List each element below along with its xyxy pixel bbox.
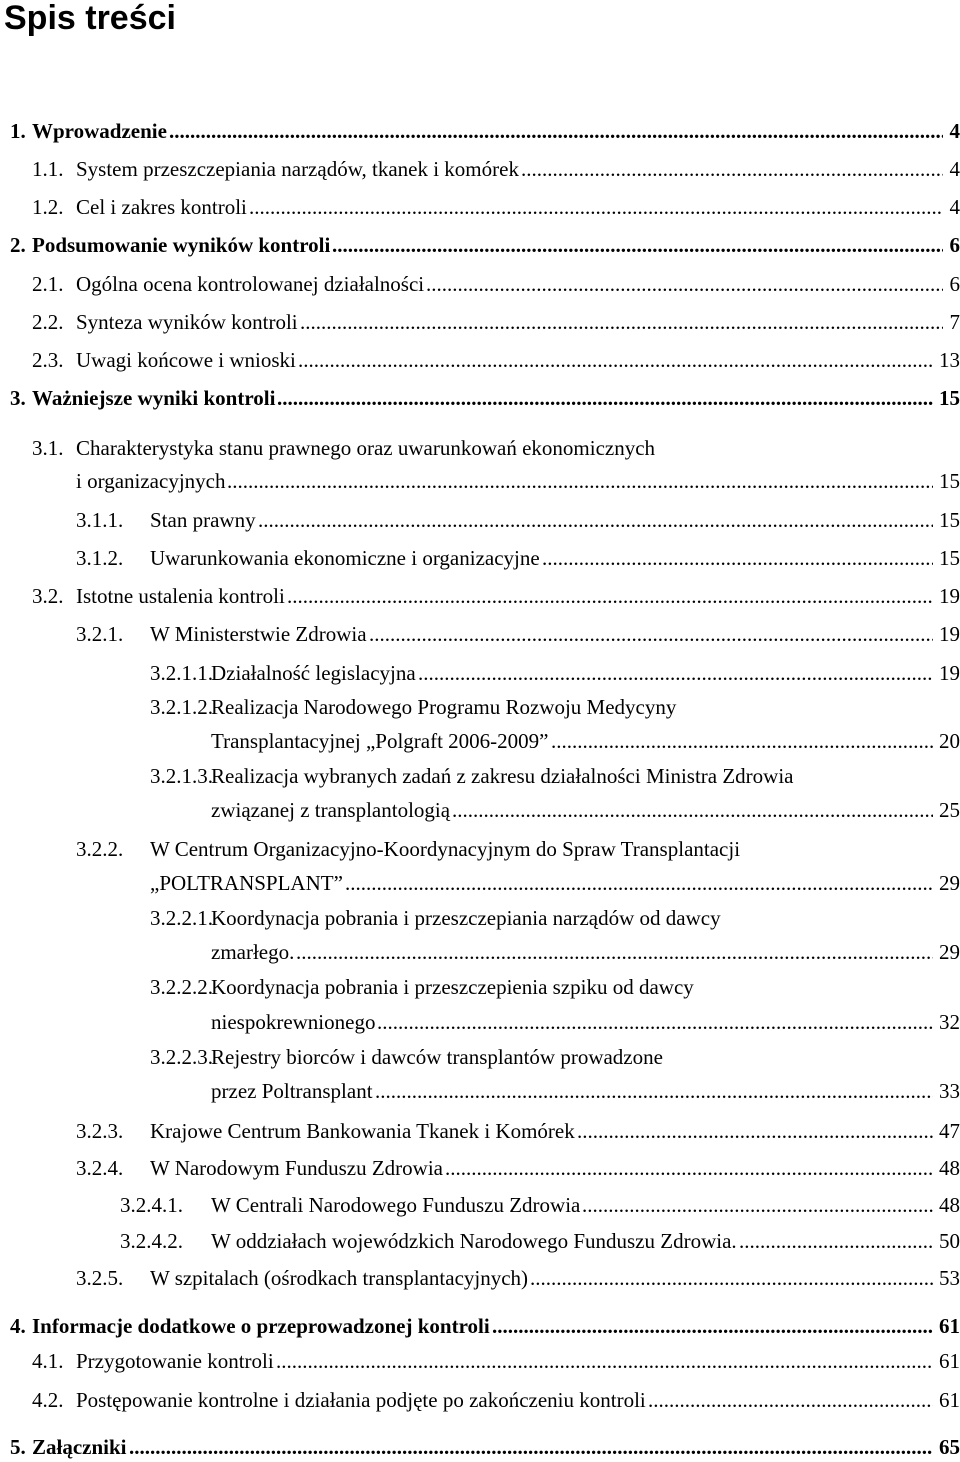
toc-entry-continuation[interactable] <box>0 937 960 967</box>
toc-entry-number: 3.2.1.2. <box>150 692 213 722</box>
toc-entry-number: 3.1.1. <box>76 505 123 535</box>
toc-entry-title: Koordynacja pobrania i przeszczepienia szpiku od dawcy <box>211 972 694 1002</box>
dot-leader <box>169 116 943 146</box>
dot-leader <box>258 505 933 535</box>
toc-page-number: 61 <box>937 1385 960 1415</box>
toc-entry-title-continuation: i organizacyjnych <box>76 466 225 496</box>
dot-leader <box>287 581 933 611</box>
toc-page-number: 15 <box>937 543 960 573</box>
toc-entry[interactable] <box>0 658 960 688</box>
toc-entry[interactable] <box>0 116 960 146</box>
dot-leader <box>445 1153 933 1183</box>
toc-entry-title-continuation: niespokrewnionego <box>211 1007 375 1037</box>
toc-entry[interactable] <box>0 192 960 222</box>
toc-entry-number: 2.1. <box>32 269 64 299</box>
toc-entry-number: 1.1. <box>32 154 64 184</box>
dot-leader <box>298 345 933 375</box>
toc-entry[interactable] <box>0 505 960 535</box>
toc-entry-number: 3.1. <box>32 433 64 463</box>
toc-entry-title: Synteza wyników kontroli <box>76 307 298 337</box>
toc-entry-title: W szpitalach (ośrodkach transplantacyjnych) <box>150 1263 528 1293</box>
toc-entry-title: Postępowanie kontrolne i działania podjęte po zakończeniu kontroli <box>76 1385 646 1415</box>
toc-entry-continuation[interactable] <box>0 1076 960 1106</box>
toc-entry-number: 3.2.1.1. <box>150 658 213 688</box>
toc-page-number: 4 <box>948 192 960 222</box>
toc-page-number: 47 <box>937 1116 960 1146</box>
toc-entry-number: 3.2.1.3. <box>150 761 213 791</box>
toc-page-number: 48 <box>937 1153 960 1183</box>
toc-entry[interactable] <box>0 269 960 299</box>
toc-page-number: 19 <box>937 619 960 649</box>
dot-leader <box>492 1311 933 1341</box>
toc-entry-title: W Centrali Narodowego Funduszu Zdrowia <box>211 1190 580 1220</box>
toc-entry-title: W Ministerstwie Zdrowia <box>150 619 367 649</box>
toc-entry-title: Ogólna ocena kontrolowanej działalności <box>76 269 424 299</box>
page-title: Spis treści <box>4 0 176 38</box>
dot-leader <box>249 192 943 222</box>
toc-entry-title-continuation: przez Poltransplant <box>211 1076 373 1106</box>
toc-entry-continuation[interactable] <box>0 868 960 898</box>
toc-entry-title: Realizacja Narodowego Programu Rozwoju Medycyny <box>211 692 676 722</box>
toc-entry-number: 4.2. <box>32 1385 64 1415</box>
toc-entry-title: Stan prawny <box>150 505 256 535</box>
toc-page-number: 25 <box>937 795 960 825</box>
toc-page-number: 13 <box>937 345 960 375</box>
toc-entry-number: 3.2.2.1. <box>150 903 213 933</box>
toc-entry-number: 3. <box>10 383 26 413</box>
toc-page-number: 15 <box>937 505 960 535</box>
toc-entry[interactable] <box>0 903 960 933</box>
toc-page-number: 15 <box>937 383 960 413</box>
toc-page-number: 61 <box>937 1346 960 1376</box>
dot-leader <box>577 1116 933 1146</box>
dot-leader <box>129 1432 933 1462</box>
toc-entry[interactable] <box>0 692 960 722</box>
toc-entry-title: Uwagi końcowe i wnioski <box>76 345 296 375</box>
toc-entry[interactable] <box>0 345 960 375</box>
toc-entry-number: 3.2.3. <box>76 1116 123 1146</box>
toc-entry-number: 2.3. <box>32 345 64 375</box>
toc-entry-number: 3.2.5. <box>76 1263 123 1293</box>
toc-entry-number: 3.1.2. <box>76 543 123 573</box>
dot-leader <box>345 868 933 898</box>
toc-entry-continuation[interactable] <box>0 726 960 756</box>
toc-entry-title-continuation: zmarłego. <box>211 937 294 967</box>
toc-entry-title-continuation: Transplantacyjnej „Polgraft 2006-2009” <box>211 726 549 756</box>
toc-entry-number: 5. <box>10 1432 26 1462</box>
toc-entry-title: Uwarunkowania ekonomiczne i organizacyjne <box>150 543 540 573</box>
toc-entry[interactable] <box>0 1311 960 1341</box>
toc-entry-number: 2.2. <box>32 307 64 337</box>
dot-leader <box>542 543 933 573</box>
toc-page-number: 15 <box>937 466 960 496</box>
toc-entry[interactable] <box>0 972 960 1002</box>
toc-page-number: 50 <box>937 1226 960 1256</box>
toc-entry-title: Podsumowanie wyników kontroli <box>32 230 330 260</box>
toc-page-number: 19 <box>937 658 960 688</box>
dot-leader <box>276 1346 933 1376</box>
toc-entry-number: 4. <box>10 1311 26 1341</box>
toc-entry-title: Istotne ustalenia kontroli <box>76 581 285 611</box>
toc-entry-title: Wprowadzenie <box>32 116 167 146</box>
toc-entry-title-continuation: związanej z transplantologią <box>211 795 450 825</box>
toc-entry-title: W Centrum Organizacyjno-Koordynacyjnym do Spraw Transplantacji <box>150 834 740 864</box>
dot-leader <box>296 937 933 967</box>
dot-leader <box>452 795 933 825</box>
toc-page-number: 53 <box>937 1263 960 1293</box>
toc-entry-number: 3.2.4. <box>76 1153 123 1183</box>
dot-leader <box>277 383 933 413</box>
toc-entry-title: Przygotowanie kontroli <box>76 1346 274 1376</box>
dot-leader <box>739 1226 933 1256</box>
toc-entry-title: Załączniki <box>32 1432 127 1462</box>
dot-leader <box>375 1076 933 1106</box>
toc-entry-title: Rejestry biorców i dawców transplantów prowadzone <box>211 1042 663 1072</box>
toc-entry-title: W oddziałach wojewódzkich Narodowego Funduszu Zdrowia. <box>211 1226 737 1256</box>
toc-entry[interactable] <box>0 1190 960 1220</box>
dot-leader <box>551 726 933 756</box>
dot-leader <box>648 1385 933 1415</box>
toc-entry-number: 2. <box>10 230 26 260</box>
toc-entry-continuation[interactable] <box>0 1007 960 1037</box>
dot-leader <box>521 154 943 184</box>
dot-leader <box>418 658 933 688</box>
dot-leader <box>426 269 943 299</box>
toc-entry-title-continuation: „POLTRANSPLANT” <box>150 868 343 898</box>
toc-entry-title: Cel i zakres kontroli <box>76 192 247 222</box>
toc-entry[interactable] <box>0 761 960 791</box>
toc-entry-number: 3.2.2. <box>76 834 123 864</box>
toc-entry-title: Charakterystyka stanu prawnego oraz uwarunkowań ekonomicznych <box>76 433 655 463</box>
toc-entry-title: Koordynacja pobrania i przeszczepiania narządów od dawcy <box>211 903 721 933</box>
toc-entry[interactable] <box>0 433 960 463</box>
toc-entry[interactable] <box>0 1226 960 1256</box>
toc-entry[interactable] <box>0 1263 960 1293</box>
toc-entry[interactable] <box>0 1432 960 1462</box>
toc-entry-title: W Narodowym Funduszu Zdrowia <box>150 1153 443 1183</box>
toc-entry-title: Realizacja wybranych zadań z zakresu działalności Ministra Zdrowia <box>211 761 794 791</box>
toc-entry[interactable] <box>0 619 960 649</box>
toc-entry-continuation[interactable] <box>0 795 960 825</box>
toc-page-number: 19 <box>937 581 960 611</box>
toc-entry-number: 3.2.2.2. <box>150 972 213 1002</box>
dot-leader <box>530 1263 933 1293</box>
toc-entry[interactable] <box>0 581 960 611</box>
toc-entry[interactable] <box>0 230 960 260</box>
toc-page-number: 33 <box>937 1076 960 1106</box>
toc-page-number: 6 <box>948 269 960 299</box>
toc-page-number: 32 <box>937 1007 960 1037</box>
toc-entry-number: 3.2.2.3. <box>150 1042 213 1072</box>
toc-page-number: 20 <box>937 726 960 756</box>
toc-page-number: 4 <box>948 116 960 146</box>
toc-entry[interactable] <box>0 1346 960 1376</box>
toc-entry-number: 4.1. <box>32 1346 64 1376</box>
toc-page-number: 29 <box>937 937 960 967</box>
dot-leader <box>582 1190 933 1220</box>
toc-page-number: 65 <box>937 1432 960 1462</box>
toc-entry[interactable] <box>0 1153 960 1183</box>
toc-page-number: 4 <box>948 154 960 184</box>
toc-entry[interactable] <box>0 154 960 184</box>
toc-page-number: 48 <box>937 1190 960 1220</box>
toc-entry-title: Ważniejsze wyniki kontroli <box>32 383 275 413</box>
toc-entry[interactable] <box>0 383 960 413</box>
dot-leader <box>369 619 933 649</box>
toc-entry[interactable] <box>0 543 960 573</box>
dot-leader <box>227 466 933 496</box>
toc-entry[interactable] <box>0 307 960 337</box>
toc-entry-number: 3.2.1. <box>76 619 123 649</box>
toc-entry-title: Informacje dodatkowe o przeprowadzonej kontroli <box>32 1311 490 1341</box>
toc-entry-number: 1.2. <box>32 192 64 222</box>
toc-page-number: 7 <box>948 307 960 337</box>
toc-entry-title: System przeszczepiania narządów, tkanek i komórek <box>76 154 519 184</box>
toc-entry[interactable] <box>0 1042 960 1072</box>
dot-leader <box>332 230 943 260</box>
toc-entry-number: 1. <box>10 116 26 146</box>
toc-entry-title: Działalność legislacyjna <box>211 658 416 688</box>
toc-entry-number: 3.2.4.1. <box>120 1190 183 1220</box>
toc-entry[interactable] <box>0 1116 960 1146</box>
toc-entry[interactable] <box>0 834 960 864</box>
toc-entry-number: 3.2.4.2. <box>120 1226 183 1256</box>
toc-entry-title: Krajowe Centrum Bankowania Tkanek i Komórek <box>150 1116 575 1146</box>
toc-page-number: 6 <box>948 230 960 260</box>
toc-entry-continuation[interactable] <box>0 466 960 496</box>
dot-leader <box>300 307 943 337</box>
dot-leader <box>377 1007 933 1037</box>
toc-entry[interactable] <box>0 1385 960 1415</box>
toc-entry-number: 3.2. <box>32 581 64 611</box>
toc-page-number: 61 <box>937 1311 960 1341</box>
toc-page-number: 29 <box>937 868 960 898</box>
